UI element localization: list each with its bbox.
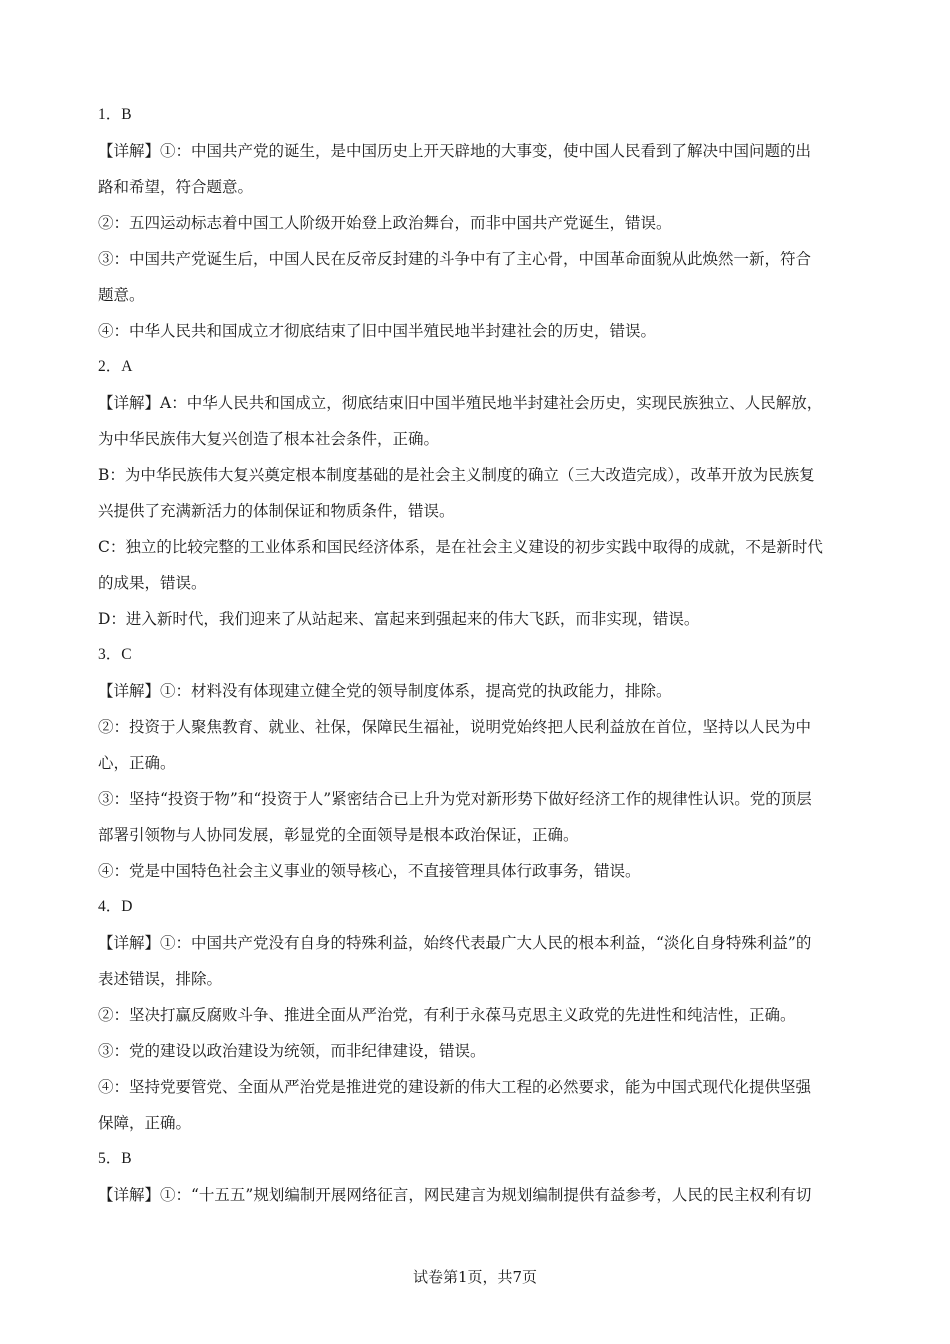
explanation-line: 题意。 bbox=[98, 286, 145, 304]
explanation-line: ③：坚持“投资于物”和“投资于人”紧密结合已上升为党对新形势下做好经济工作的规律性认识。党的顶层 bbox=[98, 790, 812, 808]
explanation-line: 保障，正确。 bbox=[98, 1114, 192, 1132]
explanation-line: 【详解】①：中国共产党的诞生，是中国历史上开天辟地的大事变，使中国人民看到了解决中国问题的出 bbox=[98, 142, 812, 160]
explanation-line: ②：坚决打赢反腐败斗争、推进全面从严治党，有利于永葆马克思主义政党的先进性和纯洁性，正确。 bbox=[98, 1006, 796, 1024]
explanation-line: B：为中华民族伟大复兴奠定根本制度基础的是社会主义制度的确立（三大改造完成），改革开放为民族复 bbox=[98, 466, 815, 484]
explanation-line: 路和希望，符合题意。 bbox=[98, 178, 254, 196]
explanation-line: ④：党是中国特色社会主义事业的领导核心，不直接管理具体行政事务，错误。 bbox=[98, 862, 641, 880]
explanation-line: ③：中国共产党诞生后，中国人民在反帝反封建的斗争中有了主心骨，中国革命面貌从此焕然一新，符合 bbox=[98, 250, 812, 268]
explanation-line: 表述错误，排除。 bbox=[98, 970, 223, 988]
answer-number: 4．D bbox=[98, 898, 133, 915]
explanation-line: 心，正确。 bbox=[98, 754, 176, 772]
answer-content bbox=[98, 97, 858, 1213]
explanation-line: ②：五四运动标志着中国工人阶级开始登上政治舞台，而非中国共产党诞生，错误。 bbox=[98, 214, 672, 232]
explanation-line: 的成果，错误。 bbox=[98, 574, 207, 592]
explanation-line: 【详解】A：中华人民共和国成立，彻底结束旧中国半殖民地半封建社会历史，实现民族独立、人民解放， bbox=[98, 394, 823, 412]
explanation-line: ③：党的建设以政治建设为统领，而非纪律建设，错误。 bbox=[98, 1042, 486, 1060]
explanation-line: C：独立的比较完整的工业体系和国民经济体系，是在社会主义建设的初步实践中取得的成就，不是新时代 bbox=[98, 538, 823, 556]
explanation-line: ④：中华人民共和国成立才彻底结束了旧中国半殖民地半封建社会的历史，错误。 bbox=[98, 322, 657, 340]
explanation-line: 为中华民族伟大复兴创造了根本社会条件，正确。 bbox=[98, 430, 440, 448]
page-footer: 试卷第1页，共7页 bbox=[412, 1268, 538, 1286]
explanation-line: 【详解】①：中国共产党没有自身的特殊利益，始终代表最广大人民的根本利益，“淡化自身特殊利益”的 bbox=[98, 934, 812, 952]
explanation-line: ②：投资于人聚焦教育、就业、社保，保障民生福祉，说明党始终把人民利益放在首位，坚持以人民为中 bbox=[98, 718, 812, 736]
answer-number: 5．B bbox=[98, 1150, 132, 1167]
explanation-line: D：进入新时代，我们迎来了从站起来、富起来到强起来的伟大飞跃，而非实现，错误。 bbox=[98, 610, 700, 628]
explanation-line: 兴提供了充满新活力的体制保证和物质条件，错误。 bbox=[98, 502, 455, 520]
answer-number: 2．A bbox=[98, 358, 133, 375]
answer-number: 1．B bbox=[98, 106, 132, 123]
explanation-line: 部署引领物与人协同发展，彰显党的全面领导是根本政治保证，正确。 bbox=[98, 826, 579, 844]
answer-number: 3．C bbox=[98, 646, 132, 663]
explanation-line: 【详解】①：材料没有体现建立健全党的领导制度体系，提高党的执政能力，排除。 bbox=[98, 682, 672, 700]
explanation-line: 【详解】①：“十五五”规划编制开展网络征言，网民建言为规划编制提供有益参考，人民的民主权利有切 bbox=[98, 1186, 812, 1204]
explanation-line: ④：坚持党要管党、全面从严治党是推进党的建设新的伟大工程的必然要求，能为中国式现代化提供坚强 bbox=[98, 1078, 812, 1096]
